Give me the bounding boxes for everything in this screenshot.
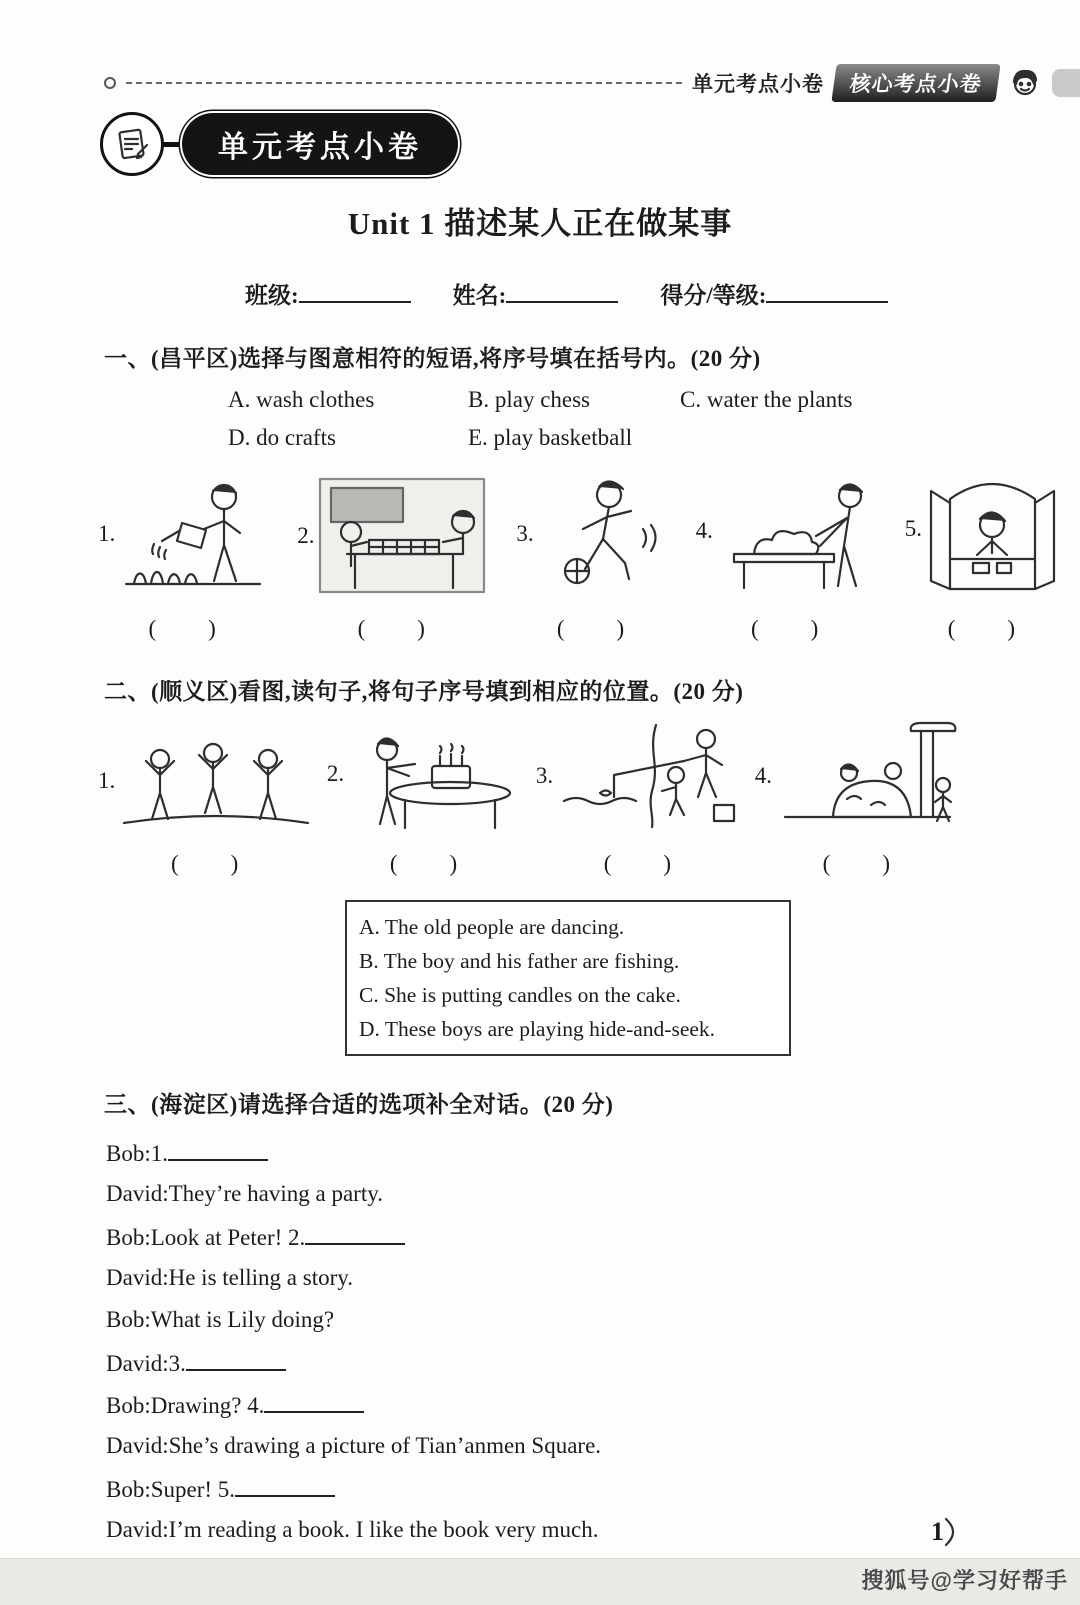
class-label: 班级: xyxy=(245,283,299,308)
picture-number: 5. xyxy=(904,515,922,541)
dashed-line-start-dot xyxy=(104,77,116,89)
dialog-text: Super! 5. xyxy=(150,1477,236,1502)
picture-number: 1. xyxy=(98,768,116,793)
picture-number: 3. xyxy=(535,763,554,788)
option-c: C. water the plants xyxy=(680,387,853,412)
answer-bracket-2: ( ) xyxy=(357,616,427,641)
picture-number: 2. xyxy=(326,760,345,786)
sentence-options-box xyxy=(345,900,791,1056)
fill-blank-2 xyxy=(305,1223,405,1245)
option-d: D. do crafts xyxy=(228,425,336,450)
doing-crafts-picture xyxy=(925,461,1060,596)
fill-blank-5 xyxy=(235,1475,335,1497)
dialog-exercise xyxy=(106,1139,1080,1544)
exercise2-item-4 xyxy=(755,721,960,878)
dialog-line-4 xyxy=(106,1265,1080,1292)
dialog-text: Look at Peter! 2. xyxy=(150,1225,306,1250)
worksheet-title: Unit 1 描述某人正在做某事 xyxy=(347,206,733,241)
exercise1-item-3 xyxy=(516,471,666,643)
book-edge-tab xyxy=(1052,69,1080,97)
exercise1-item-2 xyxy=(297,476,487,643)
option-e: E. play basketball xyxy=(468,425,633,450)
exercise1-item-1 xyxy=(98,471,268,643)
name-field xyxy=(453,277,619,310)
dialog-line-8 xyxy=(106,1433,1080,1460)
dialog-line-6 xyxy=(106,1349,1080,1376)
name-blank xyxy=(506,279,618,303)
sentence-d: D. These boys are playing hide-and-seek. xyxy=(359,1017,716,1041)
washing-clothes-picture xyxy=(716,466,876,596)
fill-blank-1 xyxy=(168,1139,268,1161)
exercise2-item-2 xyxy=(327,716,522,878)
dialog-text: I’m reading a book. I like the book very much. xyxy=(168,1517,599,1542)
badge-connector xyxy=(162,142,182,147)
name-label: 姓名: xyxy=(452,283,507,308)
page-number-value: 1 xyxy=(931,1517,944,1546)
playing-chess-picture xyxy=(317,476,487,596)
section1-options xyxy=(228,387,1080,451)
class-blank xyxy=(299,279,411,303)
class-field xyxy=(245,277,411,310)
exercise2-item-1 xyxy=(98,731,313,878)
page-number xyxy=(931,1517,962,1547)
section-badge xyxy=(100,112,1080,176)
sentence-b: B. The boy and his father are fishing. xyxy=(359,949,680,973)
dialog-line-1 xyxy=(106,1139,1080,1166)
dialog-text: They’re having a party. xyxy=(168,1181,383,1206)
picture-number: 4. xyxy=(695,518,713,543)
section1-heading: 一、(昌平区)选择与图意相符的短语,将序号填在括号内。(20 分) xyxy=(104,346,761,371)
fill-blank-4 xyxy=(264,1391,364,1413)
playing-basketball-picture xyxy=(537,471,667,596)
picture-number: 4. xyxy=(754,763,772,788)
answer-bracket-3: ( ) xyxy=(556,616,627,641)
speaker-label: Bob: xyxy=(106,1477,151,1502)
sentence-c: C. She is putting candles on the cake. xyxy=(359,983,681,1007)
section3-heading: 三、(海淀区)请选择合适的选项补全对话。(20 分) xyxy=(104,1092,614,1117)
student-info-row xyxy=(245,277,1080,310)
option-a: A. wash clothes xyxy=(228,387,375,412)
dialog-line-2 xyxy=(106,1181,1080,1208)
putting-candles-on-cake-picture xyxy=(347,716,522,831)
dialog-text: He is telling a story. xyxy=(168,1265,354,1290)
speaker-label: David: xyxy=(106,1351,169,1376)
speaker-label: Bob: xyxy=(106,1393,151,1418)
answer-bracket-4: ( ) xyxy=(751,616,821,641)
header-core-label: 核心考点小卷 xyxy=(831,64,1000,102)
playing-hide-and-seek-picture xyxy=(775,721,960,831)
picture-number: 3. xyxy=(516,520,534,546)
exercise1-item-4 xyxy=(696,466,876,643)
answer-bracket-7: ( ) xyxy=(389,851,460,876)
dialog-line-7 xyxy=(106,1391,1080,1418)
paper-pencil-icon xyxy=(100,112,164,176)
speaker-label: David: xyxy=(106,1517,169,1542)
dashed-rule xyxy=(126,82,682,84)
sentence-a: A. The old people are dancing. xyxy=(359,915,625,939)
boy-father-fishing-picture xyxy=(556,721,741,831)
page-top-header xyxy=(104,66,1080,100)
dialog-text: Drawing? 4. xyxy=(150,1393,265,1418)
page-number-swoosh xyxy=(944,1517,962,1547)
picture-number: 2. xyxy=(297,523,315,548)
speaker-label: Bob: xyxy=(106,1307,151,1332)
speaker-label: David: xyxy=(106,1433,169,1458)
watering-plants-picture xyxy=(118,471,268,596)
answer-bracket-9: ( ) xyxy=(822,851,892,876)
section2-heading: 二、(顺义区)看图,读句子,将句子序号填到相应的位置。(20 分) xyxy=(104,679,744,704)
section2-pictures xyxy=(98,716,960,878)
option-b: B. play chess xyxy=(468,387,591,412)
score-field xyxy=(660,277,888,310)
exercise1-item-5 xyxy=(905,461,1060,643)
dialog-text: 3. xyxy=(168,1351,186,1376)
section1-pictures xyxy=(98,461,1060,643)
exercise2-item-3 xyxy=(536,721,741,878)
speaker-label: David: xyxy=(106,1265,169,1290)
old-people-dancing-picture xyxy=(118,731,313,831)
header-series-label: 单元考点小卷 xyxy=(692,73,824,96)
dialog-text: She’s drawing a picture of Tian’anmen Square. xyxy=(168,1433,602,1458)
answer-bracket-1: ( ) xyxy=(148,616,218,641)
answer-bracket-5: ( ) xyxy=(947,616,1018,641)
dialog-text: 1. xyxy=(150,1141,168,1166)
speaker-label: David: xyxy=(106,1181,169,1206)
dialog-text: What is Lily doing? xyxy=(150,1307,335,1332)
answer-bracket-6: ( ) xyxy=(170,851,241,876)
watermark-text: 搜狐号@学习好帮手 xyxy=(861,1568,1068,1593)
boy-mascot-icon xyxy=(1008,66,1042,100)
score-blank xyxy=(766,279,888,303)
fill-blank-3 xyxy=(186,1349,286,1371)
speaker-label: Bob: xyxy=(106,1225,151,1250)
speaker-label: Bob: xyxy=(106,1141,151,1166)
badge-title: 单元考点小卷 xyxy=(182,113,458,175)
score-label: 得分/等级: xyxy=(660,283,767,308)
answer-bracket-8: ( ) xyxy=(603,851,674,876)
dialog-line-9 xyxy=(106,1475,1080,1502)
dialog-line-3 xyxy=(106,1223,1080,1250)
picture-number: 1. xyxy=(98,520,116,546)
dialog-line-5 xyxy=(106,1307,1080,1334)
